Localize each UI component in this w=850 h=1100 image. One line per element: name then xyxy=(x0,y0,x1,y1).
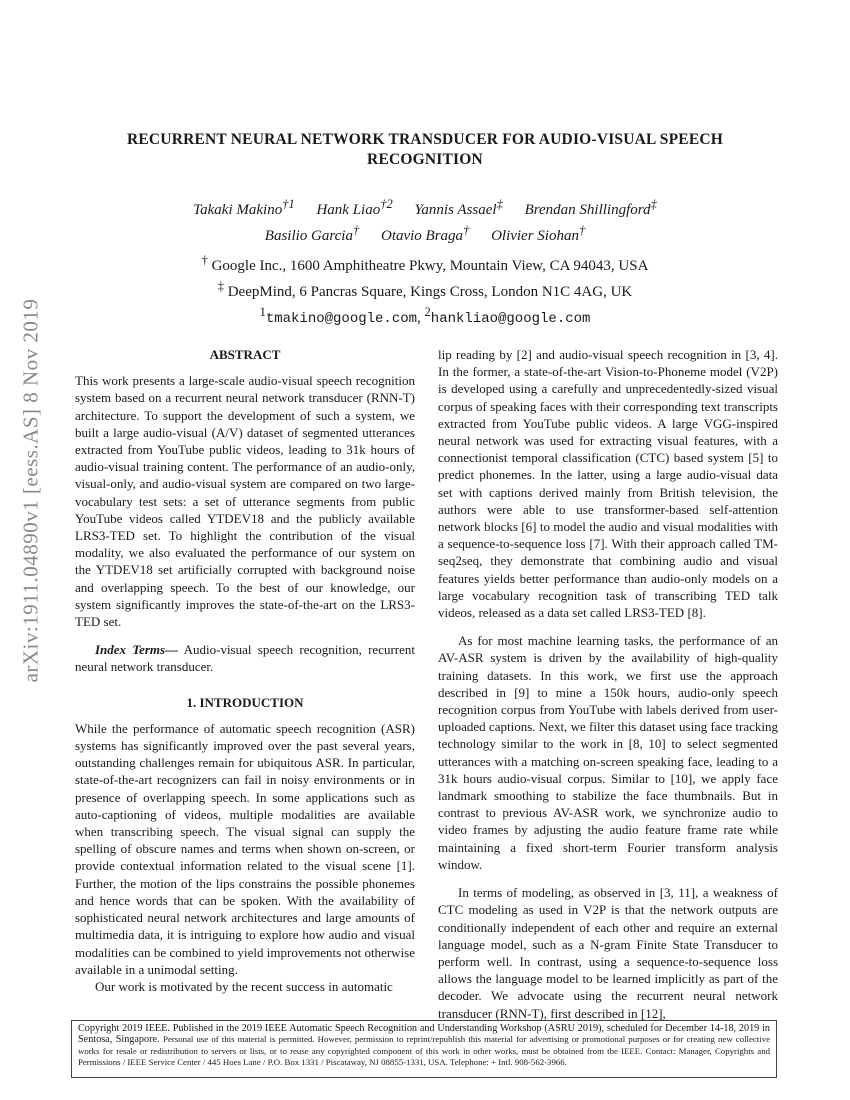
intro-paragraph-1: While the performance of automatic speech recognition (ASR) systems has significantly improved over the past several years, outstanding challenges remain for ubiquitous ASR. In particular, state-of-the-art recognizers can fail in noisy environments or in presence of overlapping speech. In some applications such as auto-captioning of videos, multiple modalities are available when transcribing speech. The visual signal can supply the spelling of obscure names and terms when shown on-screen, or provide contextual information related to the visual scene [1]. Further, the motion of the lips constrains the possible phonemes and hence words that can be spoken. With the availability of sophisticated neural network architectures and large amounts of multimedia data, it is intriguing to explore how audio and visual modalities can be combined to yield improvements not otherwise available in a unimodal setting. xyxy=(75,720,415,977)
copyright-permissions: Personal use of this material is permitted. However, permission to reprint/republish this material for advertising or promotional purposes or for creating new collective works for resale or redistribution to servers or lists, or to reuse any copyrighted component of this work in other works, must be obtained from the IEEE. Contact: Manager, Copyrights and Permissions / IEEE Service Center / 445 Hoes Lane / P.O. Box 1331 / Piscataway, NJ 08855-1331, USA. Telephone: + Intl. 908-562-3966. xyxy=(78,1034,770,1067)
arxiv-stamp-text: arXiv:1911.04890v1 [eess.AS] 8 Nov 2019 xyxy=(18,298,43,682)
author-list xyxy=(120,194,730,246)
author: Otavio Braga† xyxy=(380,223,470,244)
paper-title xyxy=(100,130,750,170)
author: Basilio Garcia† xyxy=(264,223,360,244)
author: Hank Liao$^{\dagger 2}$ xyxy=(316,197,393,218)
arxiv-stamp xyxy=(14,290,48,690)
copyright-notice xyxy=(71,1020,777,1078)
affiliation-deepmind: ‡ DeepMind, 6 Pancras Square, Kings Cross, London N1C 4AG, UK xyxy=(217,279,633,300)
author: Yannis Assael‡ xyxy=(414,197,503,218)
title-line-2: RECOGNITION xyxy=(367,151,483,168)
affiliation-google: † Google Inc., 1600 Amphitheatre Pkwy, Mountain View, CA 94043, USA xyxy=(201,253,649,274)
left-column xyxy=(75,346,415,995)
copyright-main: Copyright 2019 IEEE. Published in the 2019 IEEE Automatic Speech Recognition and Understanding Workshop (ASRU 2019), scheduled for December 14-18, 2019 in Sentosa, Singapore. xyxy=(78,1023,770,1046)
right-column xyxy=(438,346,778,1022)
intro-heading: 1. INTRODUCTION xyxy=(186,694,304,710)
title-line-1: RECURRENT NEURAL NETWORK TRANSDUCER FOR AUDIO-VISUAL SPEECH xyxy=(126,131,724,148)
right-paragraph-1: lip reading by [2] and audio-visual speech recognition in [3, 4]. In the former, a state-of-the-art Vision-to-Phoneme model (V2P) is developed using a carefully and unprecedentedly-sized visual corpus of speaking faces with their corresponding text transcripts extracted from YouTube public videos. A large VGG-inspired neural network was used for extracting visual features, with a connectionist temporal classification (CTC) based system [5] to predict phonemes. In the latter, using a large audio-visual data set with captions derived mainly from British television, the authors were able to use transformer-based self-attention network blocks [6] to model the audio and visual modalities with a sequence-to-sequence loss [7]. With their approach called TM-seq2seq, they demonstrate that combining audio and visual features yields better performance than audio-only models on a large vocabulary recognition task of transcribing TED talk videos, released as a data set called LRS3-TED [8]. xyxy=(438,347,778,621)
right-paragraph-3: In terms of modeling, as observed in [3, 11], a weakness of CTC modeling as used in V2P is that the network outputs are conditionally independent of each other and require an external language model, such as a N-gram Finite State Transducer to perform well. In contrast, using a sequence-to-sequence loss allows the language model to be learned implicitly as part of the decoder. We advocate using the recurrent neural network transducer (RNN-T), first described in [12], xyxy=(438,885,778,1021)
email-link[interactable]: tmakino@google.com xyxy=(265,311,418,327)
author: Olivier Siohan† xyxy=(491,223,586,244)
index-terms: Index Terms— Audio-visual speech recognition, recurrent neural network transducer. xyxy=(75,642,416,675)
right-paragraph-2: As for most machine learning tasks, the performance of an AV-ASR system is driven by the availability of high-quality training datasets. In this work, we first use the approach described in [9] to mine a 150k hours, audio-only speech recognition corpus from YouTube with labels derived from user-uploaded captions. Next, we filter this dataset using face tracking technology similar to the work in [8, 10] to select segmented utterances with a matching on-screen speaking face, leading to a 31k hours audio-visual corpus. Similar to [10], we apply face landmark smoothing to stabilize the face thumbnails. But in contrast to previous AV-ASR work, we synchronize audio to video frames by adjusting the audio feature frame rate while maintaining a fixed short-term Fourier transform analysis window. xyxy=(438,633,778,872)
author: Brendan Shillingford‡ xyxy=(524,197,657,218)
author-emails: $^1$tmakino@google.com, $^2$hankliao@google.com xyxy=(259,305,591,327)
abstract-heading: ABSTRACT xyxy=(209,347,281,362)
email-link[interactable]: hankliao@google.com xyxy=(430,311,591,327)
author: Takaki Makino$^{\dagger 1}$ xyxy=(193,197,295,218)
intro-paragraph-2: Our work is motivated by the recent success in automatic xyxy=(95,978,393,994)
abstract-text: This work presents a large-scale audio-visual speech recognition system based on a recurrent neural network transducer (RNN-T) architecture. To support the development of such a system, we built a large audio-visual (A/V) dataset of segmented utterances extracted from YouTube public videos, leading to 31k hours of audio-visual training content. The performance of an audio-only, visual-only, and audio-visual system are compared on two large-vocabulary test sets: a set of utterance segments from public YouTube videos called YTDEV18 and the publicly available LRS3-TED set. To highlight the contribution of the visual modality, we also evaluated the performance of our system on the YTDEV18 set artificially corrupted with background noise and overlapping speech. To the best of our knowledge, our system significantly improves the state-of-the-art on the LRS3-TED set. xyxy=(75,373,415,630)
affiliations xyxy=(120,250,730,329)
